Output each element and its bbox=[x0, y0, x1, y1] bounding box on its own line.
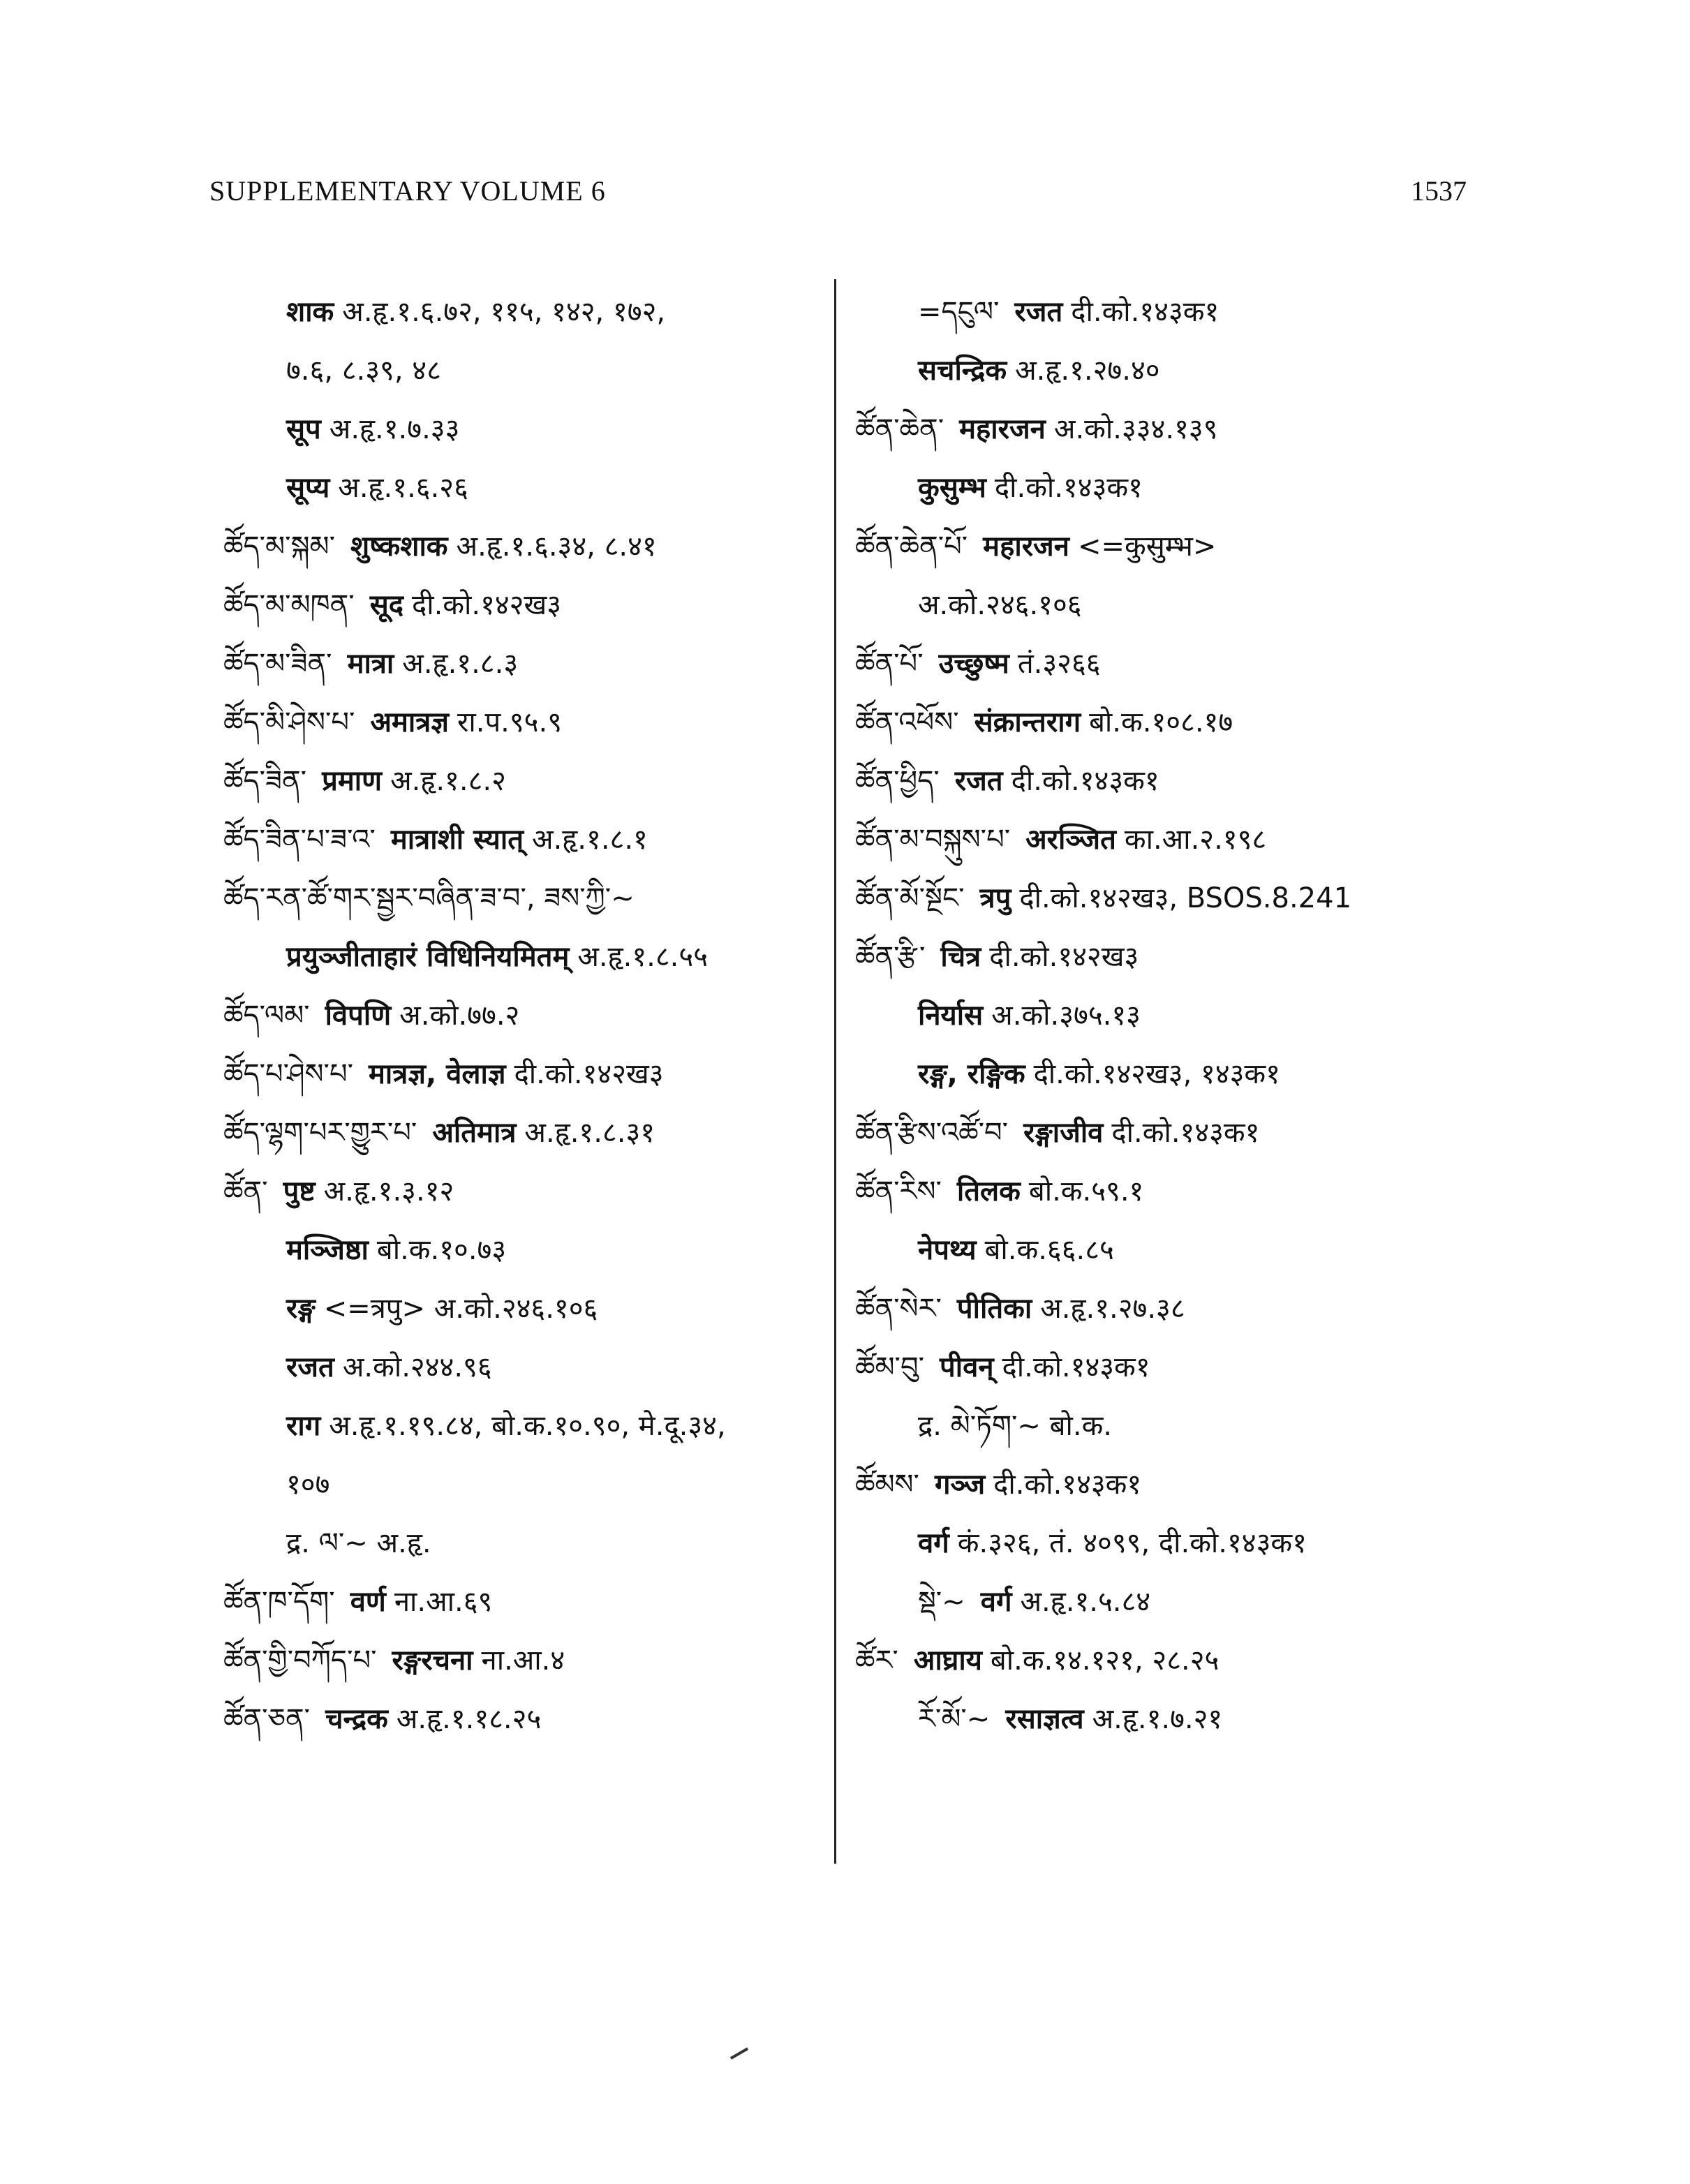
dictionary-entry bbox=[855, 1045, 1483, 1104]
dictionary-entry bbox=[855, 1455, 1483, 1514]
sanskrit-equivalent: निर्यास bbox=[918, 1000, 984, 1032]
dictionary-entry bbox=[855, 576, 1483, 634]
dictionary-entry bbox=[223, 341, 824, 400]
sanskrit-equivalent: पीतिका bbox=[956, 1293, 1032, 1325]
tibetan-headword: ཚོན་ཕྱིད་ bbox=[855, 765, 940, 797]
source-reference: दी.को.१४२ख३ bbox=[989, 941, 1139, 973]
tibetan-headword: ཚོན་གྱི་བཀོད་པ་ bbox=[223, 1644, 377, 1677]
source-reference: ना.आ.६९ bbox=[394, 1586, 493, 1618]
dictionary-entry bbox=[223, 1162, 824, 1221]
dictionary-entry bbox=[855, 1221, 1483, 1279]
source-reference: दी.को.१४३क१ bbox=[1071, 296, 1220, 328]
sanskrit-equivalent: मञ्जिष्ठा bbox=[286, 1234, 369, 1266]
tibetan-headword: ཚོན་རིས་ bbox=[855, 1175, 942, 1208]
dictionary-entry bbox=[223, 1221, 824, 1279]
dictionary-entry bbox=[223, 459, 824, 517]
dictionary-entry bbox=[855, 517, 1483, 576]
dictionary-entry bbox=[223, 576, 824, 634]
source-reference: १०७ bbox=[286, 1469, 330, 1501]
dictionary-entry bbox=[855, 400, 1483, 459]
source-reference: अ.को.३३४.१३९ bbox=[1053, 413, 1218, 445]
tibetan-headword: ཚོད་ཟིན་ bbox=[223, 765, 307, 797]
tibetan-headword: ཚོན་རྩིས་འཚོ་བ་ bbox=[855, 1117, 1009, 1149]
sanskrit-equivalent: सचन्द्रिक bbox=[918, 355, 1007, 387]
dictionary-entry bbox=[223, 869, 824, 928]
source-reference: द्र. མེ་ཏོག་~ बो.क. bbox=[918, 1410, 1113, 1442]
dictionary-entry bbox=[223, 693, 824, 752]
source-reference: दी.को.१४३क१ bbox=[1011, 765, 1159, 797]
source-reference: दी.को.१४३क१ bbox=[1002, 1351, 1150, 1383]
tibetan-headword: ཚོན་ bbox=[223, 1175, 268, 1208]
tibetan-headword: ཚོན་མོ་སྔོང་ bbox=[855, 882, 965, 914]
dictionary-entry bbox=[855, 1514, 1483, 1573]
source-reference: अ.को.२४४.९६ bbox=[342, 1351, 492, 1383]
dictionary-entry bbox=[223, 1514, 824, 1573]
tibetan-headword: ཚོད་མ་སྐམ་ bbox=[223, 530, 335, 563]
page-header bbox=[209, 174, 1467, 223]
sanskrit-equivalent: रजत bbox=[1014, 296, 1063, 328]
source-reference: अ.हृ.१.६.७२, ११५, १४२, १७२, bbox=[342, 296, 666, 328]
sanskrit-equivalent: अतिमात्र bbox=[432, 1117, 517, 1149]
tibetan-headword: ཚོད་རན་ཚོ་གར་སྦྱར་བཞིན་ཟ་བ་, ཟས་ཀྱི་~ bbox=[223, 882, 635, 914]
tibetan-headword: ཚོན་པོ་ bbox=[855, 648, 924, 680]
dictionary-entry bbox=[223, 1631, 824, 1690]
source-reference: अ.हृ.१.८.५५ bbox=[577, 941, 708, 973]
dictionary-entry bbox=[855, 752, 1483, 810]
sanskrit-equivalent: विपणि bbox=[325, 1000, 392, 1032]
dictionary-entry bbox=[855, 1397, 1483, 1455]
sanskrit-equivalent: मात्रा bbox=[347, 648, 394, 680]
tibetan-headword: ཚོད་མ་ཟིན་ bbox=[223, 648, 332, 680]
source-reference: दी.को.१४२ख३ bbox=[514, 1058, 664, 1090]
dictionary-entry bbox=[855, 1279, 1483, 1338]
source-reference: अ.हृ.१.८.२ bbox=[390, 765, 506, 797]
dictionary-entry bbox=[223, 752, 824, 810]
sanskrit-equivalent: उच्छुष्म bbox=[938, 648, 1009, 680]
tibetan-headword: ཚོད་མ་མཁན་ bbox=[223, 589, 355, 621]
dictionary-entry bbox=[855, 1631, 1483, 1690]
source-reference: अ.हृ.१.६.३४, ८.४१ bbox=[456, 530, 657, 563]
sanskrit-equivalent: शाक bbox=[286, 296, 334, 328]
dictionary-entry bbox=[855, 693, 1483, 752]
tibetan-headword: ཚོན་ཆེན་ bbox=[855, 413, 944, 445]
dictionary-entry bbox=[223, 986, 824, 1045]
sanskrit-equivalent: वर्ग bbox=[980, 1586, 1012, 1618]
dictionary-entry bbox=[223, 517, 824, 576]
source-reference: अ.हृ.१.६.२६ bbox=[338, 472, 468, 504]
tibetan-headword: ཚོན་ཁ་དོག་ bbox=[223, 1586, 335, 1618]
dictionary-entry bbox=[855, 283, 1483, 341]
dictionary-entry bbox=[855, 1162, 1483, 1221]
tibetan-headword: ཚོམས་ bbox=[855, 1469, 919, 1501]
sanskrit-equivalent: मात्रज्ञ, वेलाज्ञ bbox=[369, 1058, 506, 1090]
dictionary-entry bbox=[855, 459, 1483, 517]
dictionary-entry bbox=[855, 1104, 1483, 1162]
dictionary-entry bbox=[855, 1690, 1483, 1748]
source-reference: बो.क.१४.१२१, २८.२५ bbox=[990, 1644, 1220, 1677]
dictionary-entry bbox=[223, 1279, 824, 1338]
source-reference: ना.आ.४ bbox=[481, 1644, 565, 1677]
sanskrit-equivalent: सूप bbox=[286, 413, 321, 445]
source-reference: अ.हृ.१.८.१ bbox=[532, 824, 648, 856]
dictionary-entry bbox=[223, 1104, 824, 1162]
column-divider bbox=[834, 279, 836, 1864]
source-reference: अ.हृ.१.१८.२५ bbox=[396, 1703, 542, 1735]
source-reference: रा.प.९५.९ bbox=[457, 706, 563, 738]
tibetan-headword: =དངུལ་ bbox=[918, 296, 1000, 328]
source-reference: दी.को.१४२ख३, १४३क१ bbox=[1033, 1058, 1280, 1090]
sanskrit-equivalent: गञ्ज bbox=[934, 1469, 986, 1501]
tibetan-headword: ཚོད་ཟིན་པ་ཟ་འ་ bbox=[223, 824, 376, 856]
sanskrit-equivalent: रसाज्ञत्व bbox=[1005, 1703, 1084, 1735]
tibetan-headword: ཚོད་ལྷག་པར་གྱུར་པ་ bbox=[223, 1117, 417, 1149]
dictionary-entry bbox=[223, 1045, 824, 1104]
sanskrit-equivalent: महारजन bbox=[983, 530, 1069, 563]
sanskrit-equivalent: पुष्ट bbox=[283, 1175, 316, 1208]
source-reference: अ.हृ.१.८.३१ bbox=[524, 1117, 655, 1149]
dictionary-entry bbox=[223, 1338, 824, 1397]
sanskrit-equivalent: त्रपु bbox=[979, 882, 1011, 914]
sanskrit-equivalent: रङ्गाजीव bbox=[1023, 1117, 1104, 1149]
source-reference: अ.हृ.१.५.८४ bbox=[1020, 1586, 1151, 1618]
sanskrit-equivalent: तिलक bbox=[956, 1175, 1021, 1208]
dictionary-entry bbox=[855, 1338, 1483, 1397]
sanskrit-equivalent: महारजन bbox=[959, 413, 1046, 445]
dictionary-entry bbox=[223, 810, 824, 869]
dictionary-entry bbox=[223, 1455, 824, 1514]
stray-mark bbox=[730, 2047, 748, 2059]
left-column bbox=[223, 283, 824, 1748]
source-reference: बो.क.१०.७३ bbox=[376, 1234, 507, 1266]
tibetan-headword: སྡེ་~ bbox=[918, 1586, 965, 1618]
sanskrit-equivalent: आघ्राय bbox=[913, 1644, 982, 1677]
dictionary-entry bbox=[855, 928, 1483, 986]
source-reference: अ.हृ.१.१९.८४, बो.क.१०.९०, मे.दू.३४, bbox=[329, 1410, 726, 1442]
tibetan-headword: ཚོན་འཕོས་ bbox=[855, 706, 959, 738]
page-number: 1537 bbox=[1411, 175, 1467, 207]
tibetan-headword: ཚོད་མི་ཤེས་པ་ bbox=[223, 706, 355, 738]
tibetan-headword: ཚོད་ལམ་ bbox=[223, 1000, 310, 1032]
source-reference: अ.को.२४६.१०६ bbox=[918, 589, 1082, 621]
source-reference: अ.को.३७५.१३ bbox=[991, 1000, 1141, 1032]
dictionary-entry bbox=[223, 283, 824, 341]
dictionary-entry bbox=[855, 341, 1483, 400]
dictionary-entry bbox=[855, 810, 1483, 869]
tibetan-headword: ཚོད་པ་ཤེས་པ་ bbox=[223, 1058, 353, 1090]
sanskrit-equivalent: संक्रान्तराग bbox=[974, 706, 1081, 738]
source-reference: <=त्रपु> अ.को.२४६.१०६ bbox=[323, 1293, 598, 1325]
dictionary-entry bbox=[855, 986, 1483, 1045]
tibetan-headword: ཚོར་ bbox=[855, 1644, 898, 1677]
sanskrit-equivalent: सूद bbox=[369, 589, 403, 621]
sanskrit-equivalent: पीवन् bbox=[940, 1351, 994, 1383]
sanskrit-equivalent: चन्द्रक bbox=[325, 1703, 388, 1735]
source-reference: तं.३२६६ bbox=[1017, 648, 1101, 680]
sanskrit-equivalent: शुष्कशाक bbox=[350, 530, 448, 563]
sanskrit-equivalent: रङ्ग bbox=[286, 1293, 316, 1325]
sanskrit-equivalent: चित्र bbox=[940, 941, 981, 973]
sanskrit-equivalent: वर्ण bbox=[350, 1586, 386, 1618]
dictionary-entry bbox=[223, 1573, 824, 1631]
dictionary-entry bbox=[223, 1397, 824, 1455]
source-reference: दी.को.१४२ख३ bbox=[411, 589, 561, 621]
source-reference: अ.हृ.१.७.२१ bbox=[1092, 1703, 1223, 1735]
source-reference: अ.हृ.१.३.१२ bbox=[323, 1175, 454, 1208]
dictionary-entry bbox=[223, 634, 824, 693]
sanskrit-equivalent: सूप्य bbox=[286, 472, 330, 504]
source-reference: दी.को.१४३क१ bbox=[993, 1469, 1142, 1501]
source-reference: अ.हृ.१.२७.३८ bbox=[1040, 1293, 1185, 1325]
dictionary-entry bbox=[223, 400, 824, 459]
sanskrit-equivalent: प्रमाण bbox=[322, 765, 383, 797]
source-reference: दी.को.१४२ख३, BSOS.8.241 bbox=[1019, 882, 1352, 914]
sanskrit-equivalent: राग bbox=[286, 1410, 321, 1442]
sanskrit-equivalent: नेपथ्य bbox=[918, 1234, 977, 1266]
source-reference: बो.क.५९.१ bbox=[1028, 1175, 1144, 1208]
sanskrit-equivalent: वर्ग bbox=[918, 1527, 949, 1559]
source-reference: दी.को.१४३क१ bbox=[994, 472, 1143, 504]
source-reference: अ.हृ.१.२७.४० bbox=[1015, 355, 1160, 387]
tibetan-headword: ཚོམ་བུ་ bbox=[855, 1351, 924, 1383]
tibetan-headword: རོ་མོ་~ bbox=[918, 1703, 991, 1735]
right-column bbox=[855, 283, 1483, 1748]
source-reference: अ.को.७७.२ bbox=[399, 1000, 520, 1032]
source-reference: दी.को.१४३क१ bbox=[1111, 1117, 1260, 1149]
source-reference: बो.क.१०८.१७ bbox=[1089, 706, 1233, 738]
tibetan-headword: ཚོན་ཅན་ bbox=[223, 1703, 311, 1735]
tibetan-headword: ཚོན་ཆེན་པོ་ bbox=[855, 530, 968, 563]
source-reference: बो.क.६६.८५ bbox=[984, 1234, 1114, 1266]
sanskrit-equivalent: अरञ्जित bbox=[1025, 824, 1116, 856]
source-reference: अ.हृ.१.७.३३ bbox=[329, 413, 460, 445]
source-reference: <=कुसुम्भ> bbox=[1077, 530, 1217, 563]
sanskrit-equivalent: रजत bbox=[954, 765, 1003, 797]
tibetan-headword: ཚོན་རྩི་ bbox=[855, 941, 926, 973]
dictionary-entry bbox=[855, 634, 1483, 693]
sanskrit-equivalent: मात्राशी स्यात् bbox=[390, 824, 524, 856]
dictionary-entry bbox=[855, 869, 1483, 928]
sanskrit-equivalent: कुसुम्भ bbox=[918, 472, 986, 504]
source-reference: कं.३२६, तं. ४०९९, दी.को.१४३क१ bbox=[957, 1527, 1307, 1559]
sanskrit-equivalent: रङ्ग, रङ्गिक bbox=[918, 1058, 1025, 1090]
dictionary-entry bbox=[223, 1690, 824, 1748]
sanskrit-equivalent: अमात्रज्ञ bbox=[370, 706, 450, 738]
sanskrit-equivalent: रजत bbox=[286, 1351, 334, 1383]
source-reference: का.आ.२.१९८ bbox=[1124, 824, 1267, 856]
tibetan-headword: ཚོན་མ་བསྐུས་པ་ bbox=[855, 824, 1011, 856]
source-reference: ७.६, ८.३९, ४८ bbox=[286, 355, 441, 387]
sanskrit-equivalent: रङ्गरचना bbox=[392, 1644, 473, 1677]
dictionary-entry bbox=[223, 928, 824, 986]
source-reference: द्र. ལ་~ अ.हृ. bbox=[286, 1527, 431, 1559]
tibetan-headword: ཚོན་སེར་ bbox=[855, 1293, 942, 1325]
dictionary-entry bbox=[855, 1573, 1483, 1631]
running-title: SUPPLEMENTARY VOLUME 6 bbox=[209, 175, 606, 207]
source-reference: अ.हृ.१.८.३ bbox=[402, 648, 519, 680]
sanskrit-equivalent: प्रयुञ्जीताहारं विधिनियमितम् bbox=[286, 941, 570, 973]
